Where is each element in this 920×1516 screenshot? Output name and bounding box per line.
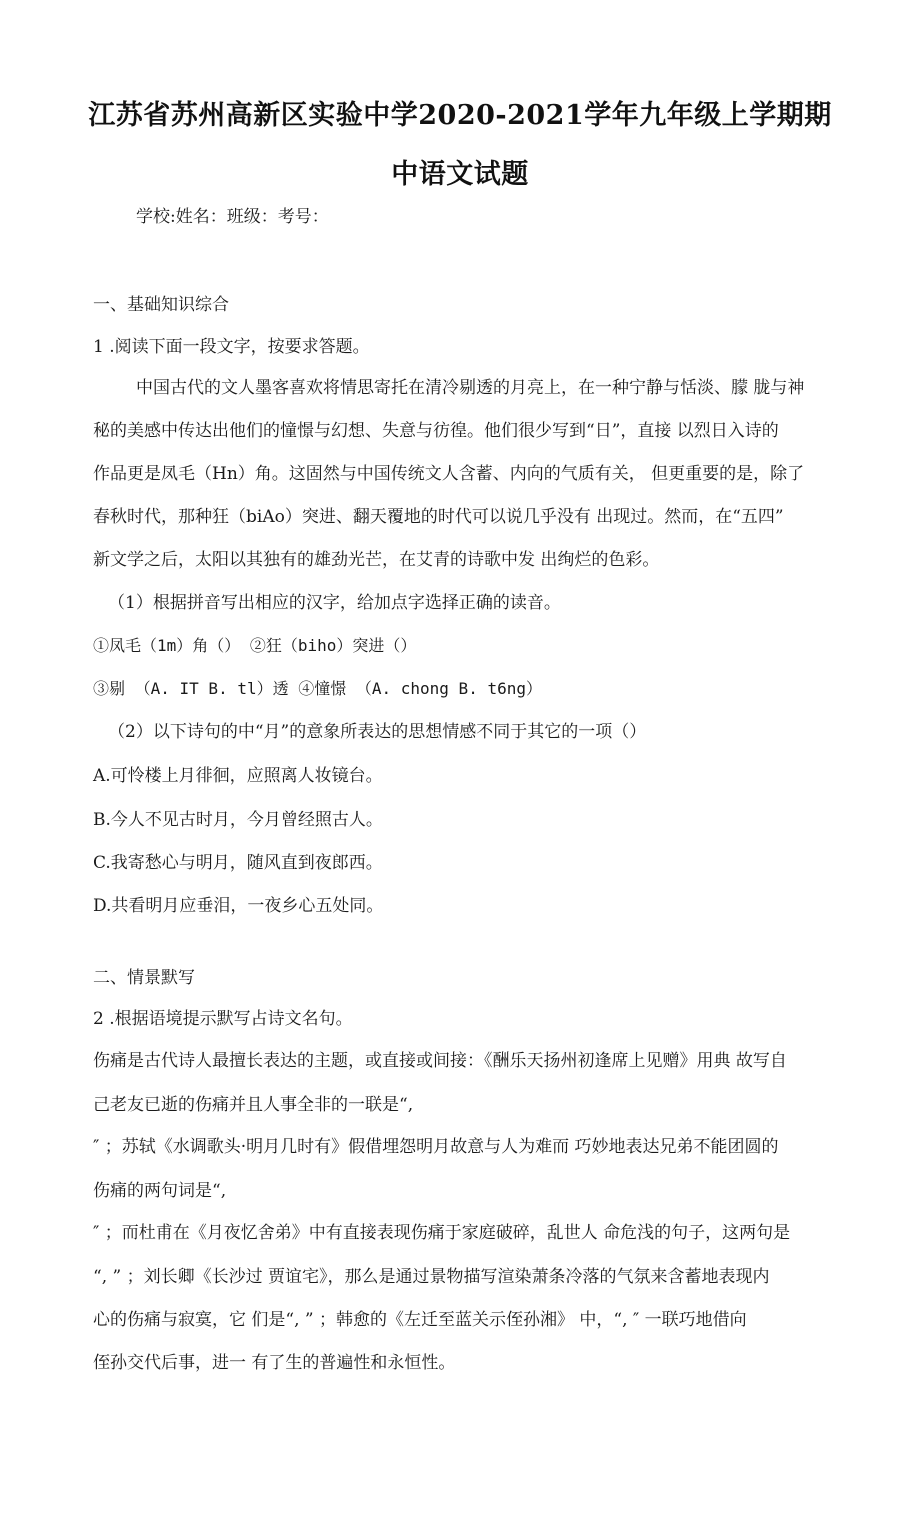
option-c: C.我寄愁心与明月，随风直到夜郎西。 [93, 853, 383, 873]
sub-question-2: （2）以下诗句的中“月”的意象所表达的思想情感不同于其它的一项（） [108, 722, 647, 742]
sub-question-1-row-2: ③剔 （A. IT B. tl）透 ④憧憬 （A. chong B. t6ng） [93, 679, 542, 698]
student-info: 学校:姓名：班级：考号： [136, 207, 329, 227]
section-2-body-line: “, ” ；刘长卿《长沙过 贾谊宅》，那么是通过景物描写渲染萧条冷落的气氛来含蓄地表现内 [93, 1267, 770, 1287]
option-a: A.可怜楼上月徘徊，应照离人妆镜台。 [93, 766, 383, 786]
option-b: B.今人不见古时月，今月曾经照古人。 [93, 810, 383, 830]
section-2-body-line: ″ ；苏轼《水调歌头·明月几时有》假借埋怨明月故意与人为难而 巧妙地表达兄弟不能团圆的 [93, 1137, 779, 1157]
section-2-body-line: 己老友已逝的伤痛并且人事全非的一联是“, [93, 1095, 414, 1115]
question-2-stem: 2 .根据语境提示默写占诗文名句。 [93, 1009, 353, 1029]
passage-line: 秘的美感中传达出他们的憧憬与幻想、失意与彷徨。他们很少写到“日”，直接 以烈日入诗的 [93, 421, 779, 441]
exam-title-line-2: 中语文试题 [391, 159, 529, 190]
section-2-body-line: ″ ；而杜甫在《月夜忆舍弟》中有直接表现伤痛于家庭破碎，乱世人 命危浅的句子，这两句是 [93, 1223, 791, 1243]
option-d: D.共看明月应垂泪，一夜乡心五处同。 [93, 896, 384, 916]
passage-line: 新文学之后，太阳以其独有的雄劲光芒，在艾青的诗歌中发 出绚烂的色彩。 [93, 550, 660, 570]
section-2-body-line: 伤痛是古代诗人最擅长表达的主题，或直接或间接：《酬乐天扬州初逢席上见赠》用典 故写自 [93, 1051, 787, 1071]
question-1-stem: 1 .阅读下面一段文字，按要求答题。 [93, 337, 370, 357]
sub-question-1-row-1: ①凤毛（1m）角（） ②狂（biho）突进（） [93, 636, 417, 655]
passage-line: 中国古代的文人墨客喜欢将情思寄托在清冷剔透的月亮上，在一种宁静与恬淡、朦 胧与神 [136, 378, 805, 398]
passage-line: 作品更是凤毛（Hn）角。这固然与中国传统文人含蓄、内向的气质有关， 但更重要的是，除了 [93, 464, 805, 484]
sub-question-1: （1）根据拼音写出相应的汉字，给加点字选择正确的读音。 [108, 593, 561, 613]
section-2-body-line: 侄孙交代后事，进一 有了生的普遍性和永恒性。 [93, 1353, 456, 1373]
exam-title-line-1: 江苏省苏州高新区实验中学2020-2021学年九年级上学期期 [88, 100, 832, 131]
section-2-body-line: 心的伤痛与寂寞，它 们是“, ” ；韩愈的《左迁至蓝关示侄孙湘》 中，“, ″ 一联巧地借向 [93, 1310, 747, 1330]
section-2-heading: 二、情景默写 [93, 968, 195, 988]
passage-line: 春秋时代，那种狂（biAo）突进、翻天覆地的时代可以说几乎没有 出现过。然而，在“五四” [93, 507, 784, 527]
section-1-heading: 一、基础知识综合 [93, 295, 229, 315]
section-2-body-line: 伤痛的两句词是“, [93, 1181, 227, 1201]
